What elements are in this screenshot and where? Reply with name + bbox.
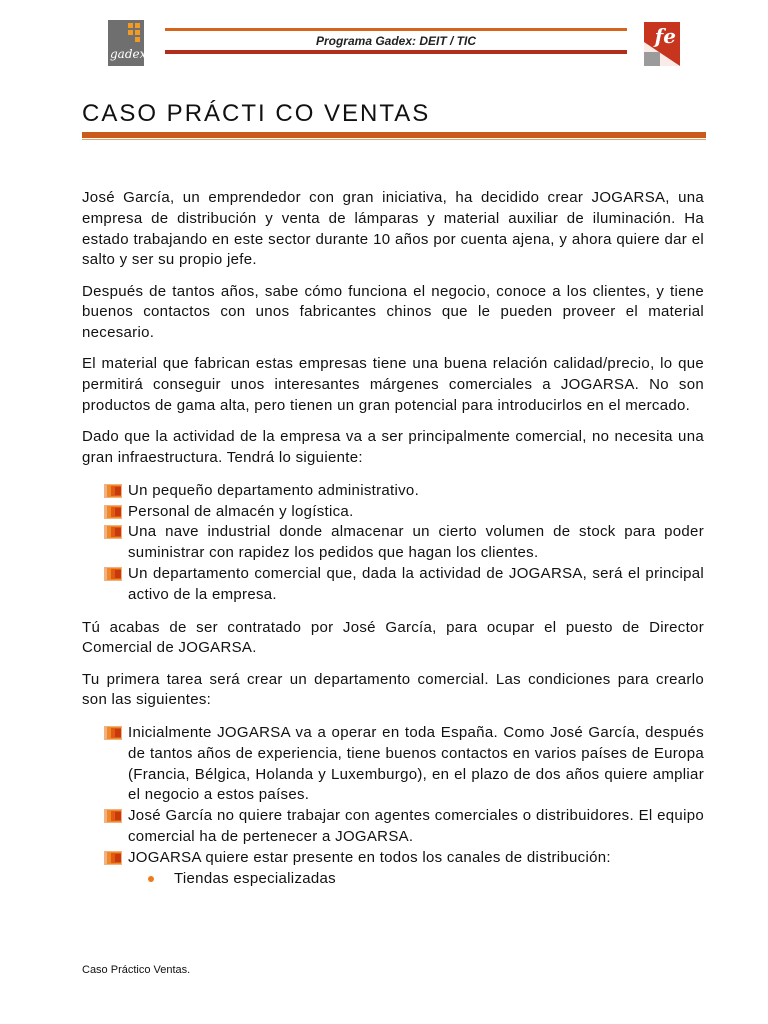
list-item-text: Inicialmente JOGARSA va a operar en toda España. Como José García, después de tantos años de experiencia, tiene buenos contactos en varios países de Europa (Francia, Bélgica, Holanda y Luxemburgo), en el plazo de dos años quiere ampliar el negocio a estos países. [128,724,704,804]
header-rule-top [165,28,627,31]
paragraph: Dado que la actividad de la empresa va a ser principalmente comercial, no necesita una gran infraestructura. Tendrá lo siguiente: [82,428,704,466]
list-item [104,806,704,848]
sublist-item [128,869,704,890]
list-item [104,522,704,564]
square-bullet-icon [104,525,122,539]
header-rule-bottom [165,50,627,54]
program-title: Programa Gadex: DEIT / TIC [315,34,477,48]
list-item [104,502,704,523]
paragraph: Tú acabas de ser contratado por José García, para ocupar el puesto de Director Comercial de JOGARSA. [82,618,704,657]
square-bullet-icon [104,851,122,865]
sublist-item-text: Tiendas especializadas [174,869,336,887]
list-item-text: Un departamento comercial que, dada la actividad de JOGARSA, será el principal activo de la empresa. [128,564,704,603]
square-bullet-icon [104,809,122,823]
fe-logo-text: fe [654,24,676,48]
list-item-text: Una nave industrial donde almacenar un cierto volumen de stock para poder suministrar con rapidez los pedidos que hagan los clientes. [128,523,704,562]
title-rule-shadow [82,139,706,140]
square-bullet-icon [104,484,122,498]
fe-logo [644,22,680,66]
paragraph: El material que fabrican estas empresas tiene una buena relación calidad/precio, lo que permitirá conseguir unos interesantes márgenes comerciales a JOGARSA. No son productos de gama alta, pero tienen un gran potencial para introducirlos en el mercado. [82,355,704,414]
list-item-text: JOGARSA quiere estar presente en todos los canales de distribución: [128,848,611,866]
infrastructure-list [104,481,704,606]
conditions-list [104,723,704,889]
gadex-logo [108,20,147,66]
document-body [82,188,704,901]
title-rule [82,132,706,138]
paragraph: José García, un emprendedor con gran iniciativa, ha decidido crear JOGARSA, una empresa de distribución y venta de lámparas y material auxiliar de iluminación. Ha estado trabajando en este sector durante 10 años por cuenta ajena, y ahora quiere dar el salto y ser su propio jefe. [82,189,704,269]
list-item-text: Un pequeño departamento administrativo. [128,481,420,499]
dot-bullet-icon [148,876,154,882]
paragraph: Después de tantos años, sabe cómo funciona el negocio, conoce a los clientes, y tiene buenos contactos con unos fabricantes chinos que le pueden proveer el material necesario. [82,282,704,342]
gadex-logo-text: gadex [110,47,147,61]
list-item [104,481,704,502]
list-item [104,723,704,806]
document-title: CASO PRÁCTI CO VENTAS [82,100,431,127]
square-bullet-icon [104,726,122,740]
list-item [104,848,704,890]
square-bullet-icon [104,567,122,581]
square-bullet-icon [104,505,122,519]
paragraph: Tu primera tarea será crear un departamento comercial. Las condiciones para crearlo son las siguientes: [82,670,704,709]
list-item-text: José García no quiere trabajar con agentes comerciales o distribuidores. El equipo comercial ha de pertenecer a JOGARSA. [128,807,704,846]
list-item-text: Personal de almacén y logística. [128,502,354,520]
page-footer: Caso Práctico Ventas. [82,964,191,976]
list-item [104,564,704,606]
fe-logo-corner [644,52,660,66]
channels-sublist [128,869,704,890]
